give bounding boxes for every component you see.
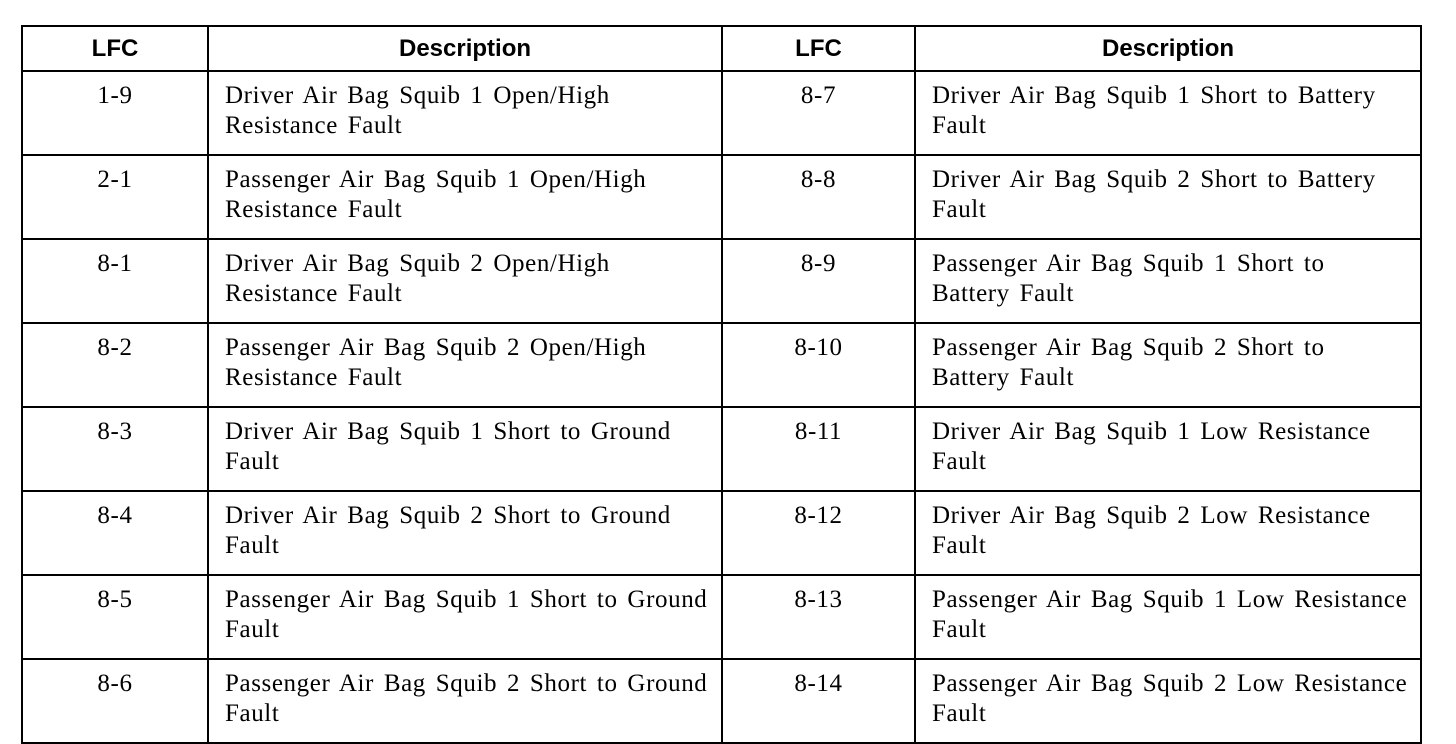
description-cell: Driver Air Bag Squib 2 Open/High Resistance Fault [208, 239, 722, 323]
description-cell: Passenger Air Bag Squib 2 Open/High Resistance Fault [208, 323, 722, 407]
lfc-code-cell: 8-8 [722, 155, 915, 239]
table-row [22, 323, 1421, 407]
description-cell: Passenger Air Bag Squib 1 Short to Ground Fault [208, 575, 722, 659]
lfc-code-cell: 8-14 [722, 659, 915, 743]
table-row [22, 71, 1421, 155]
lfc-code-cell: 8-9 [722, 239, 915, 323]
lfc-code-cell: 8-5 [22, 575, 208, 659]
lfc-code-cell: 8-3 [22, 407, 208, 491]
lfc-code-cell: 8-13 [722, 575, 915, 659]
description-cell: Driver Air Bag Squib 1 Open/High Resistance Fault [208, 71, 722, 155]
lfc-code-cell: 8-10 [722, 323, 915, 407]
description-cell: Driver Air Bag Squib 1 Short to Ground Fault [208, 407, 722, 491]
table-row [22, 575, 1421, 659]
lfc-code-cell: 1-9 [22, 71, 208, 155]
lfc-code-cell: 8-6 [22, 659, 208, 743]
description-cell: Driver Air Bag Squib 1 Short to Battery Fault [915, 71, 1421, 155]
description-cell: Passenger Air Bag Squib 2 Short to Battery Fault [915, 323, 1421, 407]
header-description-right: Description [915, 26, 1421, 71]
lfc-code-cell: 8-11 [722, 407, 915, 491]
description-cell: Passenger Air Bag Squib 2 Low Resistance Fault [915, 659, 1421, 743]
description-cell: Passenger Air Bag Squib 2 Short to Ground Fault [208, 659, 722, 743]
description-cell: Driver Air Bag Squib 2 Low Resistance Fault [915, 491, 1421, 575]
description-cell: Passenger Air Bag Squib 1 Short to Battery Fault [915, 239, 1421, 323]
header-lfc-left: LFC [22, 26, 208, 71]
table-row [22, 659, 1421, 743]
header-description-left: Description [208, 26, 722, 71]
lfc-code-cell: 8-2 [22, 323, 208, 407]
lfc-code-cell: 8-12 [722, 491, 915, 575]
header-lfc-right: LFC [722, 26, 915, 71]
table-row [22, 155, 1421, 239]
lfc-code-cell: 8-7 [722, 71, 915, 155]
table-row [22, 239, 1421, 323]
lfc-code-cell: 8-1 [22, 239, 208, 323]
lfc-table [21, 25, 1422, 744]
description-cell: Driver Air Bag Squib 1 Low Resistance Fault [915, 407, 1421, 491]
lfc-code-cell: 2-1 [22, 155, 208, 239]
description-cell: Passenger Air Bag Squib 1 Low Resistance Fault [915, 575, 1421, 659]
lfc-code-cell: 8-4 [22, 491, 208, 575]
description-cell: Driver Air Bag Squib 2 Short to Battery Fault [915, 155, 1421, 239]
table-row [22, 491, 1421, 575]
description-cell: Passenger Air Bag Squib 1 Open/High Resistance Fault [208, 155, 722, 239]
table-row [22, 407, 1421, 491]
header-row [22, 26, 1421, 71]
description-cell: Driver Air Bag Squib 2 Short to Ground Fault [208, 491, 722, 575]
